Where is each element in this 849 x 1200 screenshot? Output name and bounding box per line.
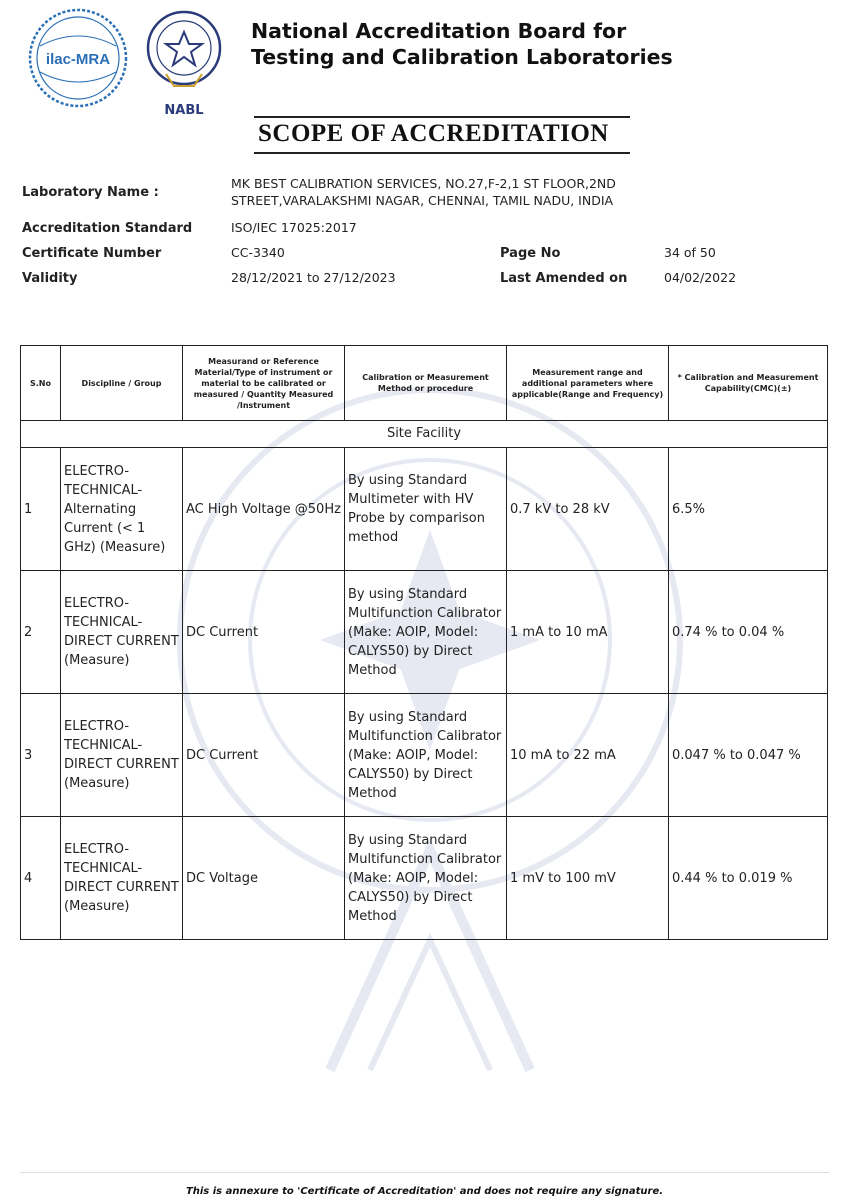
cell-method: By using Standard Multimeter with HV Probe by comparison method [345, 448, 507, 571]
table-row [21, 817, 828, 940]
cell-discipline: ELECTRO-TECHNICAL-DIRECT CURRENT (Measure) [61, 694, 183, 817]
document-title: SCOPE OF ACCREDITATION [258, 120, 609, 147]
header-range: Measurement range and additional parameters where applicable(Range and Frequency) [507, 346, 669, 421]
cell-sno: 2 [21, 571, 61, 694]
cell-cmc: 6.5% [669, 448, 828, 571]
lab-name-label-block [22, 183, 159, 201]
nabl-logo-text: NABL [164, 103, 204, 118]
cert-value-block [231, 244, 285, 261]
table-header-row [21, 346, 828, 421]
page-value: 34 of 50 [664, 245, 716, 260]
cell-measurand: AC High Voltage @50Hz [183, 448, 345, 571]
cell-measurand: DC Current [183, 694, 345, 817]
ilac-logo-text: ilac-MRA [45, 51, 111, 68]
cell-sno: 1 [21, 448, 61, 571]
validity-value: 28/12/2021 to 27/12/2023 [231, 270, 396, 285]
cell-measurand: DC Current [183, 571, 345, 694]
org-title-line2: Testing and Calibration Laboratories [251, 45, 673, 69]
amended-value: 04/02/2022 [664, 270, 737, 285]
cell-range: 1 mA to 10 mA [507, 571, 669, 694]
cell-discipline: ELECTRO-TECHNICAL-DIRECT CURRENT (Measure) [61, 571, 183, 694]
cell-sno: 3 [21, 694, 61, 817]
ilac-mra-logo-icon [26, 6, 130, 110]
amended-label: Last Amended on [500, 271, 628, 286]
certificate-value: CC-3340 [231, 245, 285, 260]
validity-label-block [22, 269, 78, 287]
cert-label-block [22, 244, 161, 262]
cell-cmc: 0.74 % to 0.04 % [669, 571, 828, 694]
footer-note: This is annexure to 'Certificate of Accreditation' and does not require any signature. [185, 1186, 664, 1197]
amended-value-block [664, 269, 736, 286]
cell-range: 0.7 kV to 28 kV [507, 448, 669, 571]
lab-name-line1: MK BEST CALIBRATION SERVICES, NO.27,F-2,1 ST FLOOR,2ND [231, 176, 616, 191]
cell-cmc: 0.047 % to 0.047 % [669, 694, 828, 817]
cell-discipline: ELECTRO-TECHNICAL-Alternating Current (< 1 GHz) (Measure) [61, 448, 183, 571]
header-measurand: Measurand or Reference Material/Type of instrument or material to be calibrated or measured / Quantity Measured /Instrument [183, 346, 345, 421]
cell-method: By using Standard Multifunction Calibrator (Make: AOIP, Model: CALYS50) by Direct Method [345, 571, 507, 694]
lab-name-line2: STREET,VARALAKSHMI NAGAR, CHENNAI, TAMIL NADU, INDIA [231, 193, 614, 208]
scope-table [20, 345, 828, 940]
table-row [21, 694, 828, 817]
standard-value: ISO/IEC 17025:2017 [231, 220, 357, 235]
page-label: Page No [500, 246, 561, 261]
cell-cmc: 0.44 % to 0.019 % [669, 817, 828, 940]
org-title-line1: National Accreditation Board for [251, 19, 627, 43]
standard-label: Accreditation Standard [22, 221, 193, 236]
title-rule-top [254, 116, 630, 118]
header-method: Calibration or Measurement Method or procedure [345, 346, 507, 421]
nabl-seal-logo-icon [144, 8, 224, 120]
section-row [21, 421, 828, 448]
title-rule-bottom [254, 152, 630, 154]
table-row [21, 571, 828, 694]
cell-sno: 4 [21, 817, 61, 940]
table-row [21, 448, 828, 571]
cell-measurand: DC Voltage [183, 817, 345, 940]
validity-value-block [231, 269, 396, 286]
header-sno: S.No [21, 346, 61, 421]
cell-range: 1 mV to 100 mV [507, 817, 669, 940]
organization-title [251, 18, 811, 70]
lab-name-label: Laboratory Name : [22, 185, 159, 200]
cell-method: By using Standard Multifunction Calibrator (Make: AOIP, Model: CALYS50) by Direct Method [345, 694, 507, 817]
footer-divider [20, 1172, 829, 1173]
standard-value-block [231, 219, 357, 236]
page-label-block [500, 244, 560, 262]
section-label: Site Facility [21, 421, 828, 448]
standard-label-block [22, 219, 192, 237]
header-cmc: * Calibration and Measurement Capability(CMC)(±) [669, 346, 828, 421]
cell-discipline: ELECTRO-TECHNICAL-DIRECT CURRENT (Measure) [61, 817, 183, 940]
certificate-label: Certificate Number [22, 246, 162, 261]
amended-label-block [500, 269, 627, 287]
header-discipline: Discipline / Group [61, 346, 183, 421]
cell-range: 10 mA to 22 mA [507, 694, 669, 817]
cell-method: By using Standard Multifunction Calibrator (Make: AOIP, Model: CALYS50) by Direct Method [345, 817, 507, 940]
page-value-block [664, 244, 716, 261]
validity-label: Validity [22, 271, 78, 286]
lab-name-value [231, 175, 811, 209]
